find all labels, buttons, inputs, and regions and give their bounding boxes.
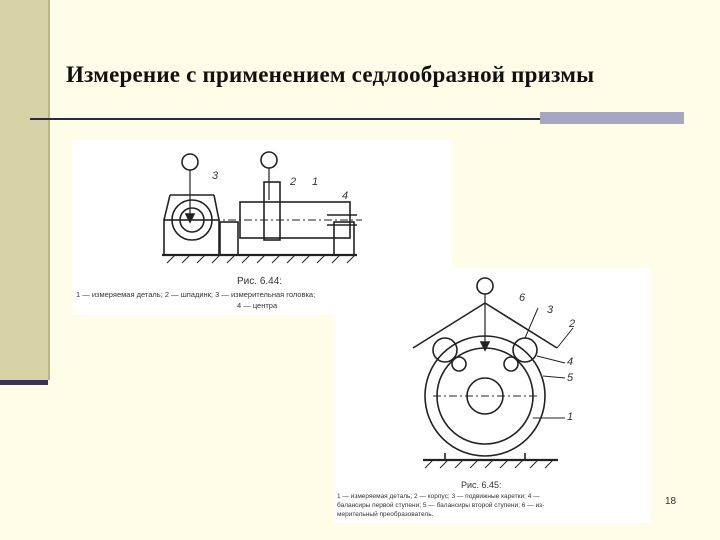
fig2-caption-title: Рис. 6.45: <box>461 480 502 490</box>
fig2-caption-line3: мерительный преобразователь. <box>337 511 434 518</box>
fig1-label-1: 1 <box>312 176 319 188</box>
fig1-label-3: 3 <box>212 170 219 182</box>
slide-title: Измерение с применением седлообразной призмы <box>66 62 595 87</box>
left-accent-stripe <box>0 380 48 385</box>
fig2-label-1: 1 <box>567 411 574 423</box>
title-underline <box>30 118 540 120</box>
fig1-caption-line1: 1 — измеряемая деталь; 2 — шпадинк; 3 — измерительная головка; <box>76 290 316 299</box>
fig1-label-4: 4 <box>342 190 349 202</box>
title-underline-block <box>540 112 684 124</box>
fig1-caption-line2: 4 — центра <box>237 301 278 310</box>
left-decorative-bar <box>0 0 50 380</box>
fig2-label-3: 3 <box>547 304 554 316</box>
page-number: 18 <box>665 496 677 507</box>
fig2-label-6: 6 <box>519 292 526 304</box>
fig1-caption-title: Рис. 6.44: <box>237 276 283 287</box>
fig2-label-4: 4 <box>567 356 574 368</box>
fig2-caption-line2: балансиры первой ступени; 5 — балансиры второй ступени; 6 — из- <box>337 502 545 509</box>
fig2-label-2: 2 <box>569 318 576 330</box>
fig2-label-5: 5 <box>567 372 574 384</box>
fig1-label-2: 2 <box>290 176 297 188</box>
fig2-caption-line1: 1 — измеряемая деталь; 2 — корпус; 3 — подвижные каретки; 4 — <box>337 493 540 500</box>
figure-6-45 <box>333 268 651 523</box>
